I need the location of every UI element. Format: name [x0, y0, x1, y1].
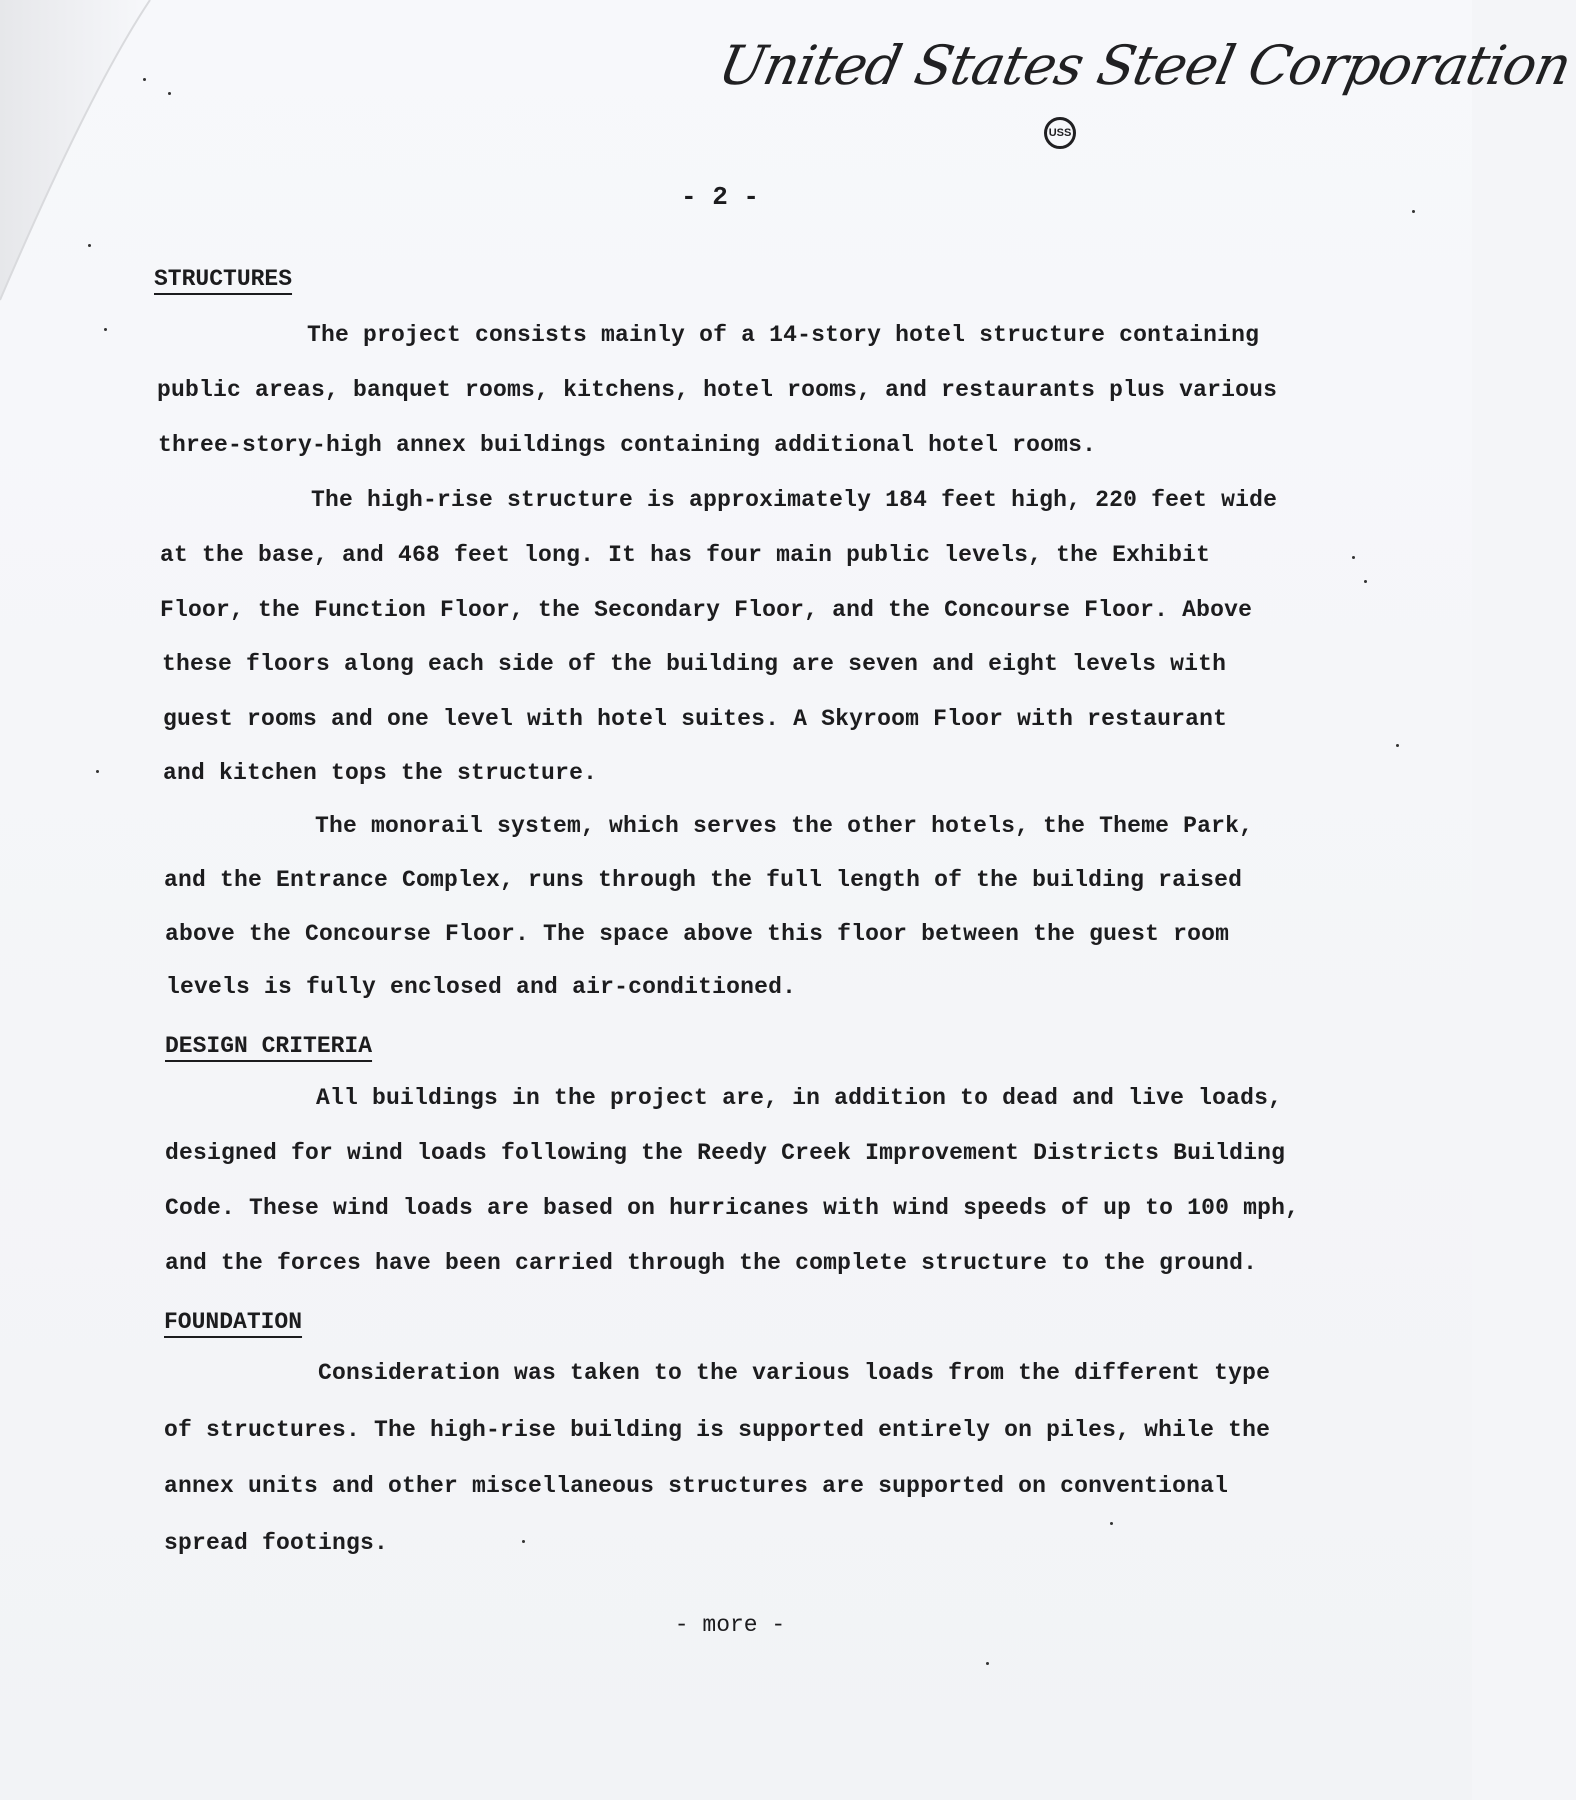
- paper-speck: [88, 244, 91, 247]
- paper-speck: [104, 328, 107, 331]
- page-number: - 2 -: [680, 182, 759, 212]
- paper-speck: [986, 1662, 989, 1665]
- paragraph-line: levels is fully enclosed and air-conditioned.: [166, 974, 797, 1000]
- paragraph-line: Code. These wind loads are based on hurricanes with wind speeds of up to 100 mph,: [165, 1195, 1300, 1221]
- uss-logo-icon: USS: [1044, 117, 1076, 149]
- heading-design-criteria: DESIGN CRITERIA: [165, 1033, 373, 1059]
- paragraph-line: annex units and other miscellaneous structures are supported on conventional: [164, 1473, 1229, 1499]
- paragraph-line: designed for wind loads following the Reedy Creek Improvement Districts Building: [165, 1140, 1286, 1166]
- paragraph-line: of structures. The high-rise building is supported entirely on piles, while the: [164, 1417, 1271, 1443]
- paragraph-line: guest rooms and one level with hotel suites. A Skyroom Floor with restaurant: [163, 706, 1228, 732]
- paper-speck: [1364, 580, 1367, 583]
- paragraph-line: The monorail system, which serves the other hotels, the Theme Park,: [315, 813, 1254, 839]
- heading-foundation: FOUNDATION: [164, 1309, 303, 1335]
- paragraph-line: The high-rise structure is approximately 184 feet high, 220 feet wide: [311, 487, 1278, 513]
- paragraph-line: The project consists mainly of a 14-story hotel structure containing: [307, 322, 1260, 348]
- paper-speck: [1412, 210, 1415, 213]
- paper-speck: [143, 78, 146, 81]
- paper-speck: [1110, 1522, 1113, 1525]
- company-letterhead: United States Steel Corporation: [713, 34, 1576, 97]
- paragraph-line: spread footings.: [164, 1530, 389, 1556]
- paragraph-line: three-story-high annex buildings containing additional hotel rooms.: [158, 432, 1097, 458]
- heading-structures: STRUCTURES: [154, 266, 293, 292]
- paper-speck: [96, 770, 99, 773]
- paragraph-line: at the base, and 468 feet long. It has four main public levels, the Exhibit: [160, 542, 1211, 568]
- paragraph-line: All buildings in the project are, in addition to dead and live loads,: [316, 1085, 1283, 1111]
- paper-speck: [1396, 744, 1399, 747]
- paragraph-line: and the Entrance Complex, runs through the full length of the building raised: [164, 867, 1243, 893]
- paper-speck: [522, 1540, 525, 1543]
- continuation-marker: - more -: [674, 1612, 786, 1638]
- paragraph-line: Consideration was taken to the various loads from the different type: [318, 1360, 1271, 1386]
- paragraph-line: and the forces have been carried through the complete structure to the ground.: [165, 1250, 1258, 1276]
- paragraph-line: and kitchen tops the structure.: [163, 760, 598, 786]
- paragraph-line: Floor, the Function Floor, the Secondary Floor, and the Concourse Floor. Above: [160, 597, 1253, 623]
- paragraph-line: above the Concourse Floor. The space above this floor between the guest room: [165, 921, 1230, 947]
- paper-speck: [168, 92, 171, 95]
- paper-speck: [1352, 556, 1355, 559]
- paragraph-line: public areas, banquet rooms, kitchens, hotel rooms, and restaurants plus various: [157, 377, 1278, 403]
- paragraph-line: these floors along each side of the building are seven and eight levels with: [162, 651, 1227, 677]
